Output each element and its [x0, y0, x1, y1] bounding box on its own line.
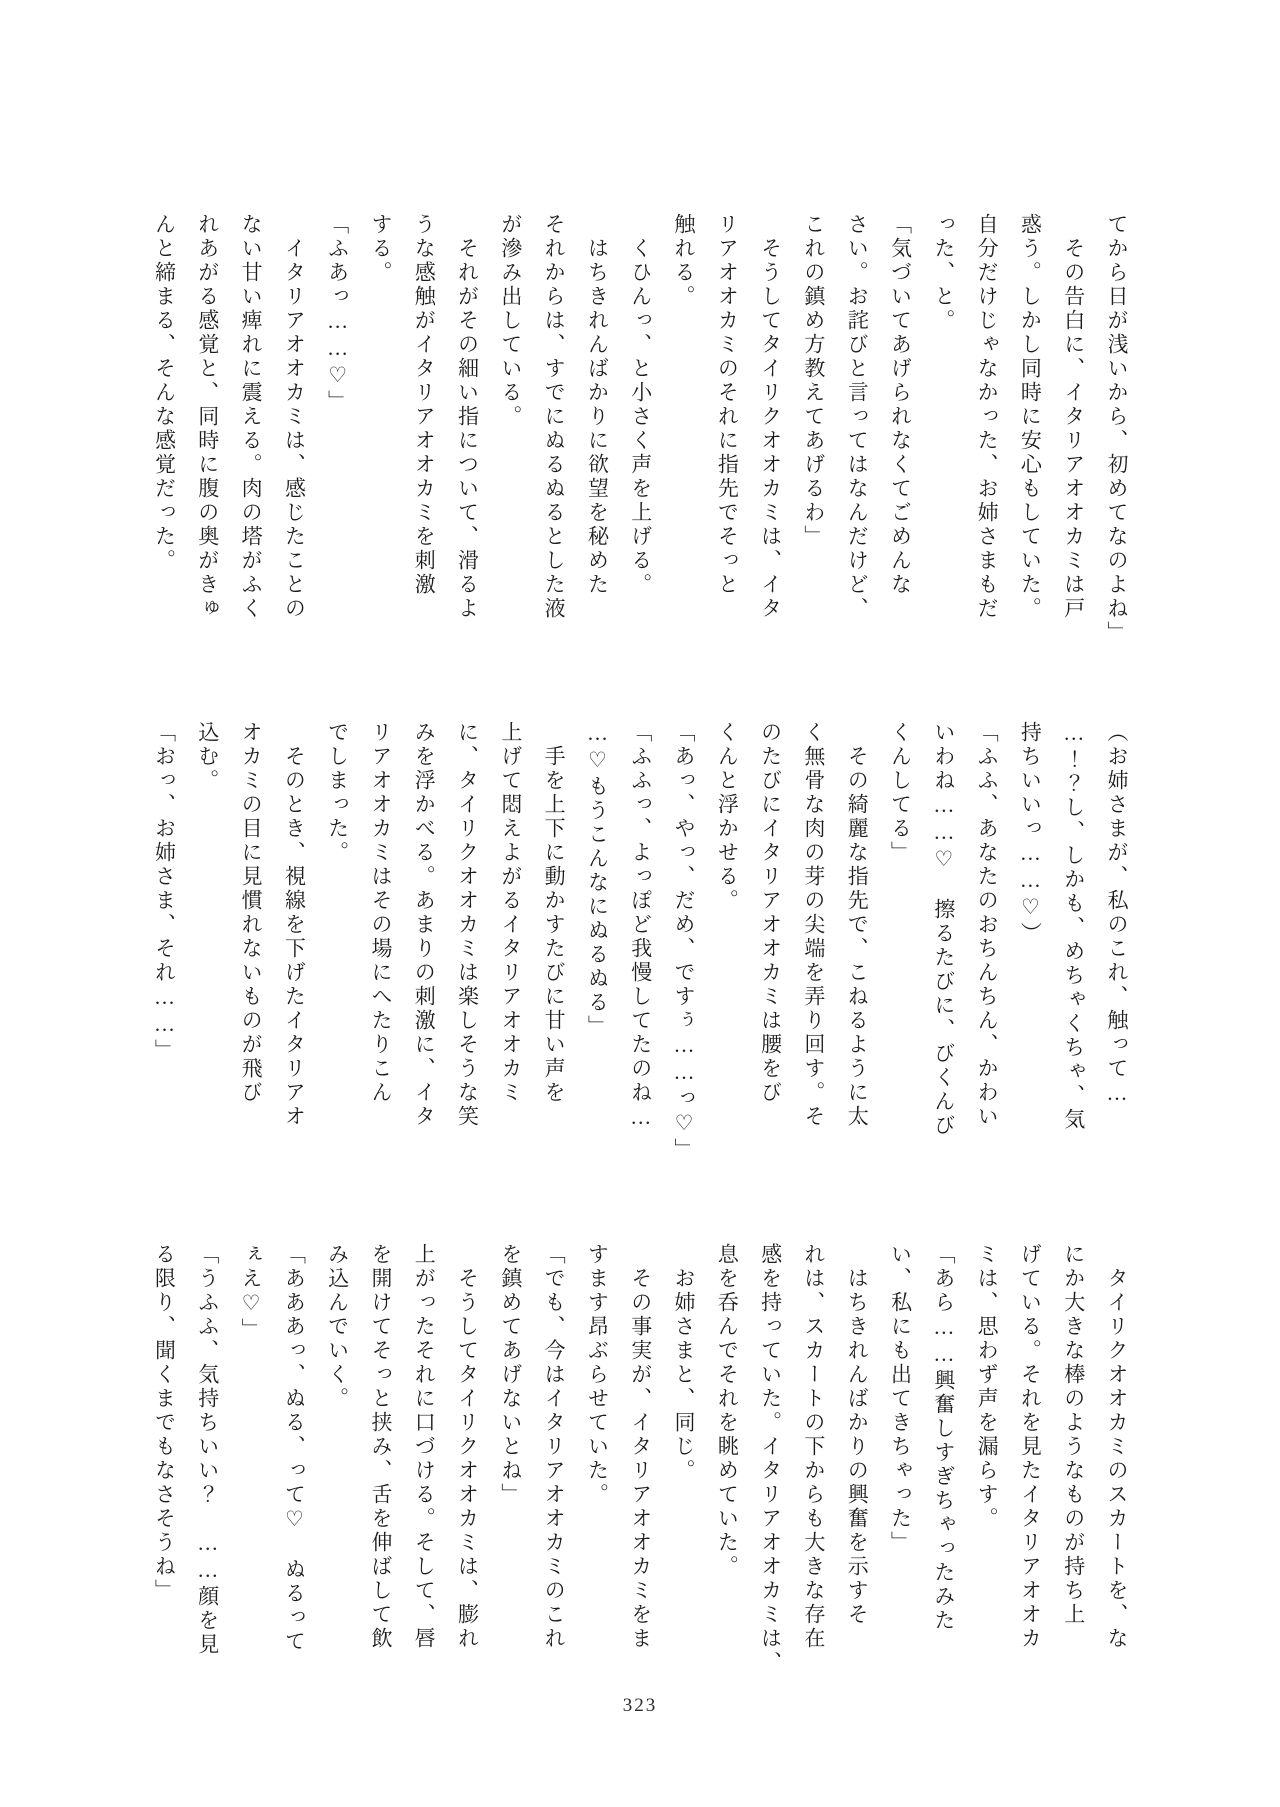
text-column: その事実が、イタリアオオカミをま [628, 1243, 653, 1651]
paragraph [489, 213, 619, 649]
text-column: リアオオカミはその場にへたりこん [368, 721, 393, 1105]
text-column: くんしてる」 [888, 721, 913, 865]
page-number: 323 [622, 1695, 658, 1716]
paragraph [315, 721, 575, 1157]
text-column: さい。お詫びと言ってはなんだけど、 [845, 213, 870, 621]
paragraph [878, 1243, 965, 1679]
text-column: そうしてタイリクオオカミは、イタ [758, 213, 783, 621]
text-column: んと締まる、そんな感覚だった。 [152, 213, 177, 573]
text-column: そのとき、視線を下げたイタリアオ [282, 721, 307, 1129]
text-column: ミは、思わず声を漏らす。 [975, 1243, 1000, 1531]
paragraph [142, 1243, 229, 1679]
paragraph [142, 213, 315, 649]
text-column: うな感触がイタリアオオカミを刺激 [412, 213, 437, 597]
text-column: 「ふあっ……♡」 [325, 213, 350, 414]
text-column: はちきれんばかりに欲望を秘めた [585, 213, 610, 597]
text-column: のたびにイタリアオオカミは腰をび [758, 721, 783, 1105]
paragraph [489, 1243, 576, 1679]
text-column: み込んでいく。 [325, 1243, 350, 1411]
text-column: それがその細い指について、滑るよ [455, 213, 480, 621]
text-column: 「おっ、お姉さま、それ……」 [152, 721, 177, 1063]
text-column: イタリアオオカミは、感じたことの [282, 213, 307, 621]
text-column: …♡もうこんなにぬるぬる」 [585, 721, 610, 1039]
text-column: でしまった。 [325, 721, 350, 865]
paragraph [575, 721, 662, 1157]
text-column: 感を持っていた。イタリアオオカミは、 [758, 1243, 783, 1675]
text-column: リアオオカミのそれに指先でそっと [715, 213, 740, 597]
text-column: く無骨な肉の芽の尖端を弄り回す。そ [801, 721, 826, 1129]
text-column: くひんっ、と小さく声を上げる。 [628, 213, 653, 597]
text-band-3 [142, 1243, 1138, 1679]
text-column: これの鎮め方教えてあげるわ」 [801, 213, 826, 549]
text-column: げている。それを見たイタリアオオカ [1018, 1243, 1043, 1651]
text-band-2 [142, 721, 1138, 1162]
text-column: 上げて悶えよがるイタリアオオカミ [498, 721, 523, 1105]
text-column: する。 [368, 213, 393, 285]
text-column: 上がったそれに口づける。そして、唇 [412, 1243, 437, 1651]
paragraph [662, 721, 705, 1162]
text-column: が滲み出している。 [498, 213, 523, 429]
text-column: その告白に、イタリアオオカミは戸 [1061, 213, 1086, 621]
text-column: てから日が浅いから、初めてなのよね」 [1105, 213, 1129, 645]
text-column: みを浮かべる。あまりの刺激に、イタ [412, 721, 437, 1129]
paragraph [662, 213, 792, 649]
text-column: に、タイリクオオカミは楽しそうな笑 [455, 721, 480, 1129]
text-column: る限り、聞くまでもなさそうね」 [152, 1243, 177, 1603]
paragraph [359, 213, 489, 649]
paragraph [1008, 721, 1138, 1157]
paragraph [705, 1243, 878, 1679]
text-column: 「ふふ、あなたのおちんちん、かわい [975, 721, 1000, 1129]
paragraph [315, 1243, 488, 1679]
text-column: （お姉さまが、私のこれ、触って… [1105, 721, 1129, 1108]
paragraph [229, 1243, 316, 1679]
paragraph [965, 1243, 1138, 1679]
text-column: れは、スカートの下からも大きな存在 [801, 1243, 826, 1651]
text-column: はちきれんばかりの興奮を示すそ [845, 1243, 870, 1627]
text-column: いわね……♡ 擦るたびに、びくんび [931, 721, 956, 1138]
text-column: を鎮めてあげないとね」 [498, 1243, 523, 1507]
text-column: 触れる。 [672, 213, 697, 309]
text-column: 「あああっ、ぬる、って♡ ぬるって [282, 1243, 307, 1654]
text-column: …！？し、しかも、めちゃくちゃ、気 [1061, 721, 1086, 1132]
text-column: 「あら……興奮しすぎちゃったみた [931, 1243, 956, 1633]
text-column: それからは、すでにぬるぬるとした液 [542, 213, 567, 621]
paragraph [922, 213, 1095, 649]
text-column: 惑う。しかし同時に安心もしていた。 [1018, 213, 1043, 621]
text-column: 込む。 [195, 721, 220, 793]
paragraph [618, 213, 661, 649]
text-column: を開けてそっと挟み、舌を伸ばして飲 [368, 1243, 393, 1651]
paragraph [792, 213, 922, 649]
text-column: 「でも、今はイタリアオオカミのこれ [542, 1243, 567, 1651]
paragraph [185, 721, 315, 1157]
text-column: 「うふふ、気持ちいい？ ……顔を見 [195, 1243, 220, 1657]
text-column: 手を上下に動かすたびに甘い声を [542, 721, 567, 1105]
text-column: 持ちいいっ……♡） [1018, 721, 1043, 946]
text-column: タイリクオオカミのスカートを、な [1105, 1243, 1129, 1651]
paragraph [662, 1243, 705, 1679]
text-column: ぇえ♡」 [239, 1243, 264, 1342]
text-column: 「気づいてあげられなくてごめんな [888, 213, 913, 597]
text-column: くんと浮かせる。 [715, 721, 740, 913]
text-column: 息を呑んでそれを眺めていた。 [715, 1243, 740, 1579]
text-column: にか大きな棒のようなものが持ち上 [1061, 1243, 1086, 1627]
text-column: すます昂ぶらせていた。 [585, 1243, 610, 1507]
text-column: オカミの目に見慣れないものが飛び [239, 721, 264, 1105]
text-column: その綺麗な指先で、こねるように太 [845, 721, 870, 1129]
text-column: ない甘い痺れに震える。肉の塔がふく [239, 213, 264, 621]
paragraph [142, 721, 185, 1157]
text-band-1 [142, 213, 1138, 649]
paragraph [705, 721, 878, 1157]
text-column: い、私にも出てきちゃった」 [888, 1243, 913, 1555]
paragraph [315, 213, 358, 649]
paragraph [575, 1243, 662, 1679]
text-column: った、と。 [931, 213, 956, 333]
text-column: 「あっ、やっ、だめ、ですぅ……っ♡」 [672, 721, 697, 1162]
text-column: 自分だけじゃなかった、お姉さまもだ [975, 213, 1000, 621]
text-column: お姉さまと、同じ。 [672, 1243, 697, 1483]
text-column: れあがる感覚と、同時に腹の奥がきゅ [195, 213, 220, 621]
paragraph [1095, 213, 1138, 649]
text-column: 「ふふっ、よっぽど我慢してたのね… [628, 721, 653, 1132]
paragraph [878, 721, 1008, 1157]
text-column: そうしてタイリクオオカミは、膨れ [455, 1243, 480, 1651]
